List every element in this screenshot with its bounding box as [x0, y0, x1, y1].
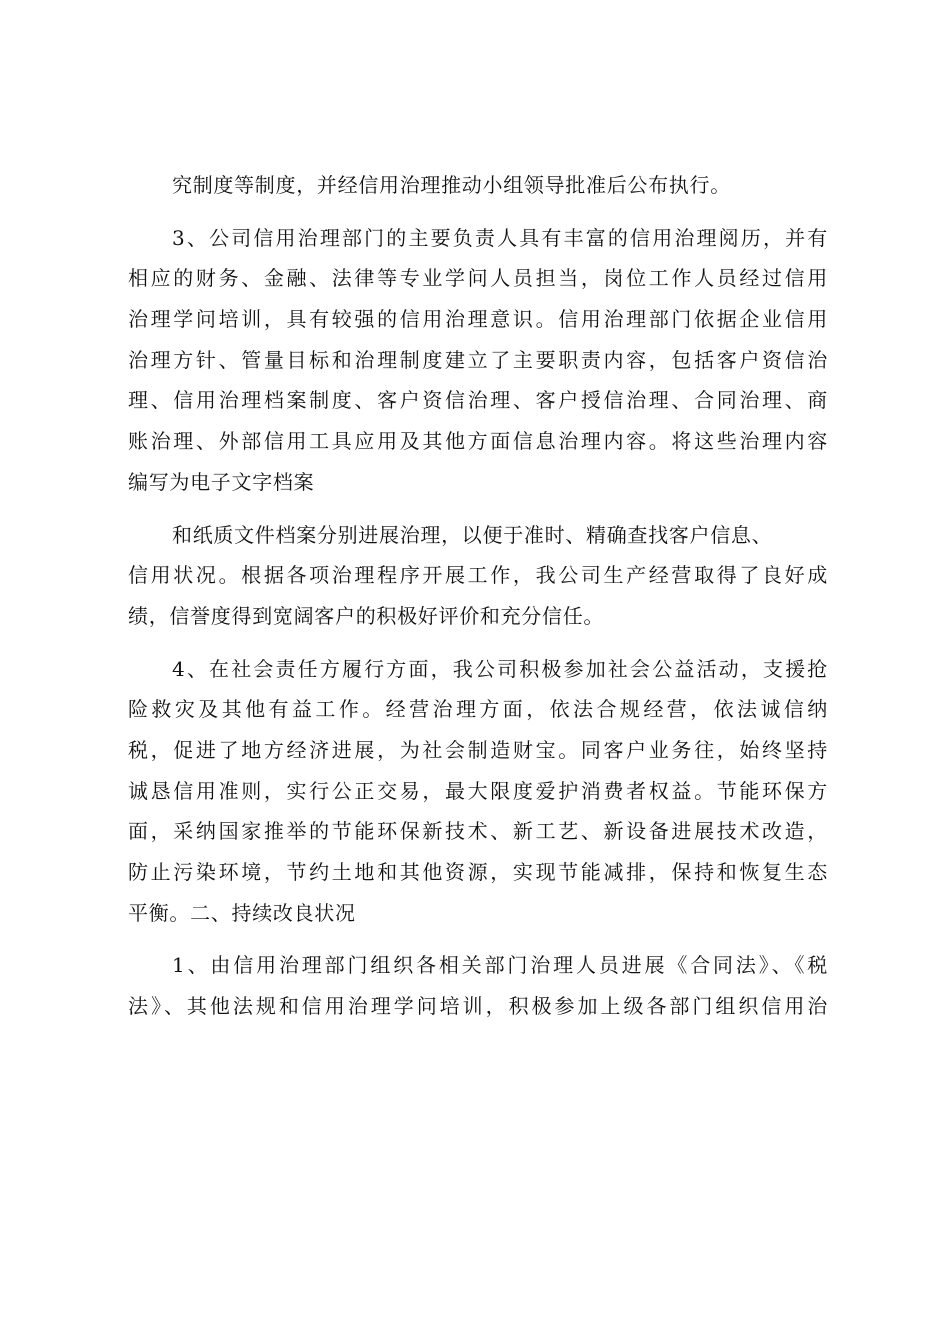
text-line: 4、在社会责任方履行方面，我公司积极参加社会公益活动，支援抢	[172, 656, 828, 681]
text-line: 绩，信誉度得到宽阔客户的积极好评价和充分信任。	[128, 603, 605, 628]
text-line: 治理学问培训，具有较强的信用治理意识。信用治理部门依据企业信用	[128, 307, 828, 332]
text-line: 税，促进了地方经济进展，为社会制造财宝。同客户业务往，始终坚持	[128, 737, 828, 762]
text-line: 1、由信用治理部门组织各相关部门治理人员进展《合同法》、《税	[172, 953, 828, 978]
text-line: 究制度等制度，并经信用治理推动小组领导批准后公布执行。	[172, 173, 731, 197]
text-line: 治理方针、管量目标和治理制度建立了主要职责内容，包括客户资信治	[128, 347, 828, 372]
text-line: 面，采纳国家推举的节能环保新技术、新工艺、新设备进展技术改造，	[128, 819, 828, 844]
text-line: 理、信用治理档案制度、客户资信治理、客户授信治理、合同治理、商	[128, 388, 828, 413]
text-line: 编写为电子文字档案	[128, 469, 315, 494]
text-line: 险救灾及其他有益工作。经营治理方面，依法合规经营，依法诚信纳	[128, 697, 828, 722]
text-line: 法》、其他法规和信用治理学问培训，积极参加上级各部门组织信用治	[128, 994, 828, 1019]
text-line: 防止污染环境，节约土地和其他资源，实现节能减排，保持和恢复生态	[128, 860, 828, 884]
text-line: 和纸质文件档案分别进展治理，以便于准时、精确查找客户信息、	[172, 522, 773, 547]
document-body	[128, 165, 828, 1027]
text-line: 信用状况。根据各项治理程序开展工作，我公司生产经营取得了良好成	[128, 563, 828, 588]
text-line: 相应的财务、金融、法律等专业学问人员担当，岗位工作人员经过信用	[128, 266, 828, 291]
text-line: 3、公司信用治理部门的主要负责人具有丰富的信用治理阅历，并有	[172, 225, 828, 250]
text-line: 账治理、外部信用工具应用及其他方面信息治理内容。将这些治理内容	[128, 429, 828, 454]
text-line: 诚恳信用准则，实行公正交易，最大限度爱护消费者权益。节能环保方	[128, 778, 828, 803]
text-line: 平衡。二、持续改良状况	[128, 900, 356, 925]
